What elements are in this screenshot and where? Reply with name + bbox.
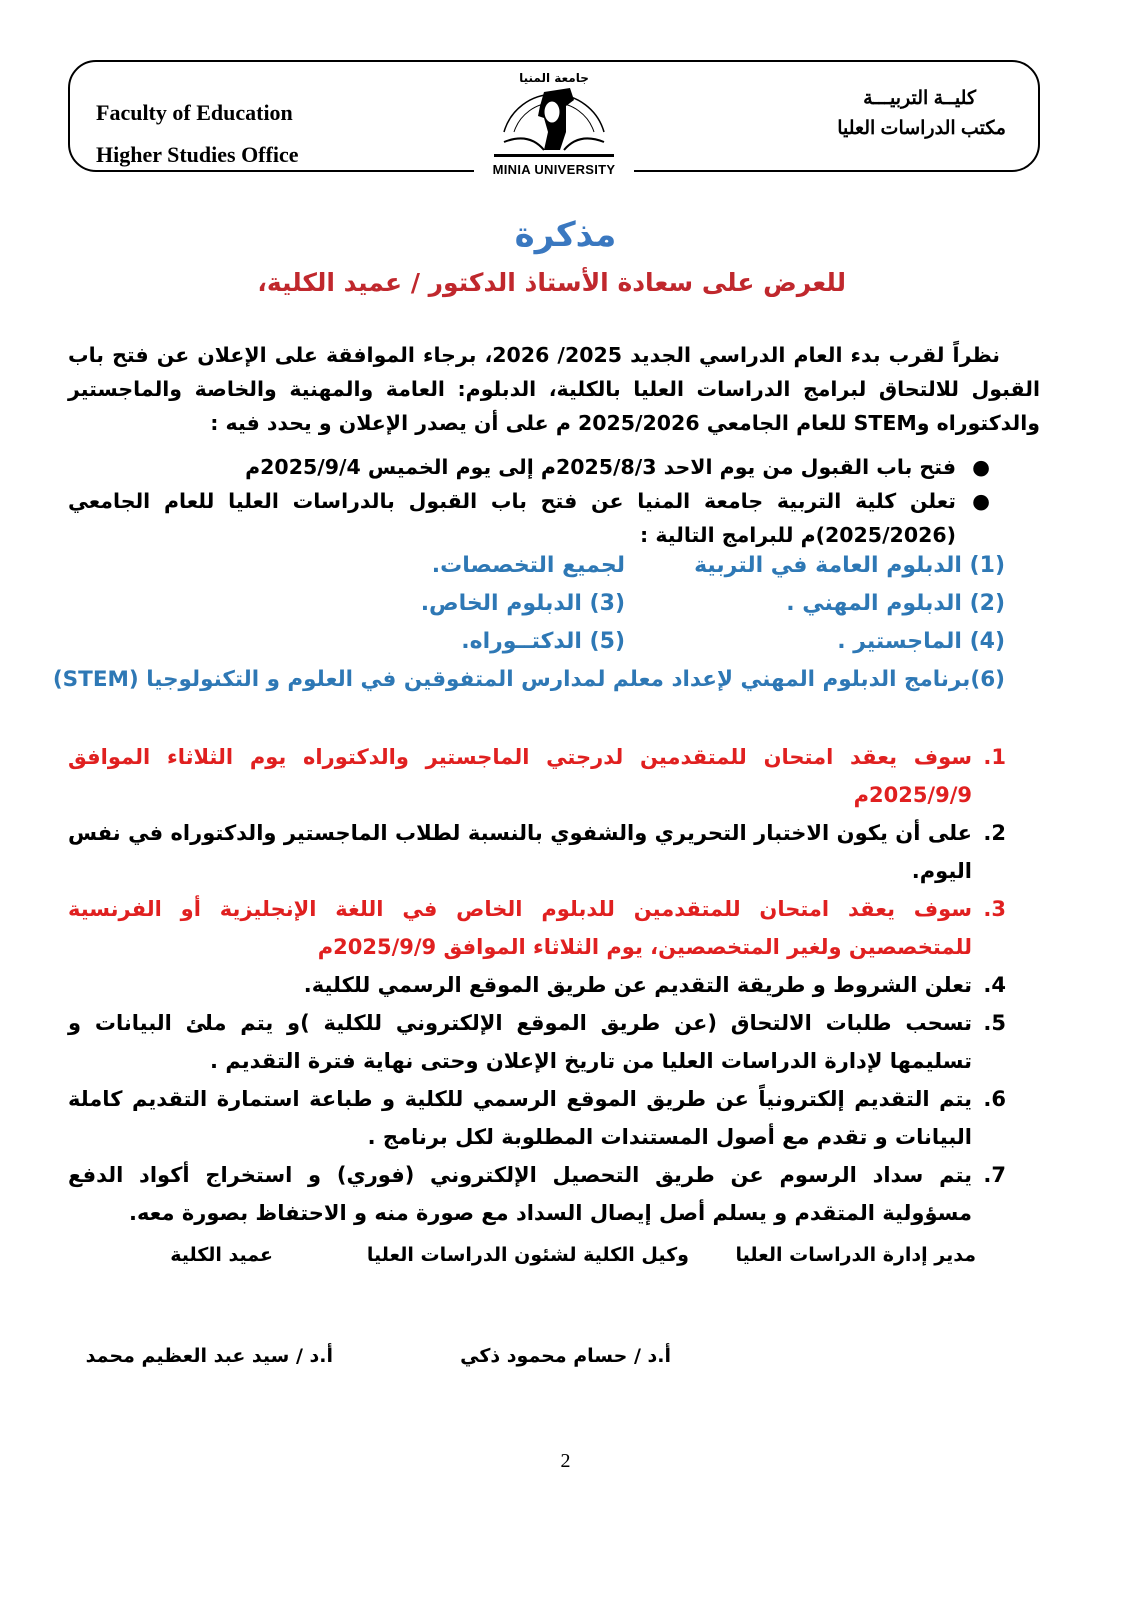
program-general-note: لجميع التخصصات. — [431, 553, 625, 578]
list-item — [68, 1004, 1006, 1080]
item-text: على أن يكون الاختبار التحريري والشفوي بالنسبة لطلاب الماجستير والدكتوراه في نفس اليوم. — [68, 821, 972, 883]
program-professional-diploma: (2) الدبلوم المهني . — [786, 591, 1005, 616]
bullet-icon: ● — [972, 489, 990, 513]
svg-text:جامعة المنيا: جامعة المنيا — [519, 71, 589, 85]
item-number: 6. — [983, 1087, 1006, 1111]
signature-name-dean: أ.د / سيد عبد العظيم محمد — [85, 1345, 333, 1367]
bullet-text: تعلن كلية التربية جامعة المنيا عن فتح باب القبول بالدراسات العليا للعام الجامعي (2025/2026)م للبرامج التالية : — [68, 489, 956, 547]
program-special-diploma: (3) الدبلوم الخاص. — [420, 591, 625, 616]
faculty-name: Faculty of Education — [96, 100, 293, 125]
signature-title-vice-dean: وكيل الكلية لشئون الدراسات العليا — [366, 1244, 689, 1266]
list-item — [68, 890, 1006, 966]
list-item — [68, 814, 1006, 890]
faculty-name-arabic: كليــة التربيـــة — [863, 88, 976, 109]
item-text: سوف يعقد امتحان للمتقدمين للدبلوم الخاص في اللغة الإنجليزية أو الفرنسية للمتخصصين ولغير المتخصصين، يوم الثلاثاء الموافق 2025/9/9م — [68, 897, 972, 959]
item-text: يتم التقديم إلكترونياً عن طريق الموقع الرسمي للكلية و طباعة استمارة التقديم كاملة البيانات و تقدم مع أصول المستندات المطلوبة لكل برنامج . — [68, 1087, 972, 1149]
bullet-text: فتح باب القبول من يوم الاحد 2025/8/3م إلى يوم الخميس 2025/9/4م — [245, 455, 956, 479]
item-text: سوف يعقد امتحان للمتقدمين لدرجتي الماجستير والدكتوراه يوم الثلاثاء الموافق 2025/9/9م — [68, 745, 972, 807]
program-general-diploma: (1) الدبلوم العامة في التربية — [694, 553, 1005, 578]
program-row-2 — [421, 591, 1005, 616]
program-doctorate: (5) الدكتــوراه. — [461, 629, 625, 654]
intro-paragraph: نظراً لقرب بدء العام الدراسي الجديد 2025/ 2026، برجاء الموافقة على الإعلان عن فتح باب القبول للالتحاق لبرامج الدراسات العليا بالكلية، الدبلوم: العامة والمهنية والخاصة والماجستير والدكتوراه وSTEM للعام الجامعي 2025/2026 م على أن يصدر الإعلان و يحدد فيه : — [68, 343, 1040, 435]
signature-name-vice-dean: أ.د / حسام محمود ذكي — [460, 1345, 671, 1367]
office-name-arabic: مكتب الدراسات العليا — [837, 118, 1006, 139]
logo-caption: MINIA UNIVERSITY — [474, 162, 634, 178]
header-right-arabic — [746, 84, 1006, 144]
item-number: 3. — [983, 897, 1006, 921]
bullet-icon: ● — [972, 455, 990, 479]
item-number: 5. — [983, 1011, 1006, 1035]
office-name: Higher Studies Office — [96, 142, 299, 167]
item-text: يتم سداد الرسوم عن طريق التحصيل الإلكتروني (فوري) و استخراج أكواد الدفع مسؤولية المتقدم و يسلم أصل إيصال السداد مع صورة منه و الاحتفاظ بصورة معه. — [68, 1163, 972, 1225]
bullet-item — [68, 484, 998, 552]
item-number: 4. — [983, 973, 1006, 997]
item-number: 7. — [983, 1163, 1006, 1187]
header-left-english — [96, 92, 298, 176]
list-item — [68, 1156, 1006, 1232]
program-row-stem: (6)برنامج الدبلوم المهني لإعداد معلم لمدارس المتفوقين في العلوم و التكنولوجيا (STEM) — [52, 667, 1005, 692]
nefertiti-logo-icon — [474, 62, 634, 166]
bullet-item — [68, 450, 998, 484]
list-item — [68, 966, 1006, 1004]
program-row-3 — [461, 629, 1005, 654]
memo-subtitle: للعرض على سعادة الأستاذ الدكتور / عميد الكلية، — [257, 268, 846, 297]
signature-title-director: مدير إدارة الدراسات العليا — [735, 1244, 976, 1266]
bullet-list — [68, 450, 998, 552]
item-number: 2. — [983, 821, 1006, 845]
numbered-list — [68, 738, 1006, 1232]
program-masters: (4) الماجستير . — [837, 629, 1005, 654]
page-number: 2 — [560, 1450, 571, 1472]
program-row-1 — [432, 553, 1005, 578]
signature-title-dean: عميد الكلية — [170, 1244, 273, 1266]
list-item — [68, 738, 1006, 814]
item-number: 1. — [983, 745, 1006, 769]
item-text: تسحب طلبات الالتحاق (عن طريق الموقع الإلكتروني للكلية )و يتم ملئ البيانات و تسليمها لإدارة الدراسات العليا من تاريخ الإعلان وحتى نهاية فترة التقديم . — [68, 1011, 972, 1073]
memo-title: مذكرة — [514, 215, 617, 255]
item-text: تعلن الشروط و طريقة التقديم عن طريق الموقع الرسمي للكلية. — [303, 973, 972, 997]
list-item — [68, 1080, 1006, 1156]
university-logo — [474, 62, 634, 180]
